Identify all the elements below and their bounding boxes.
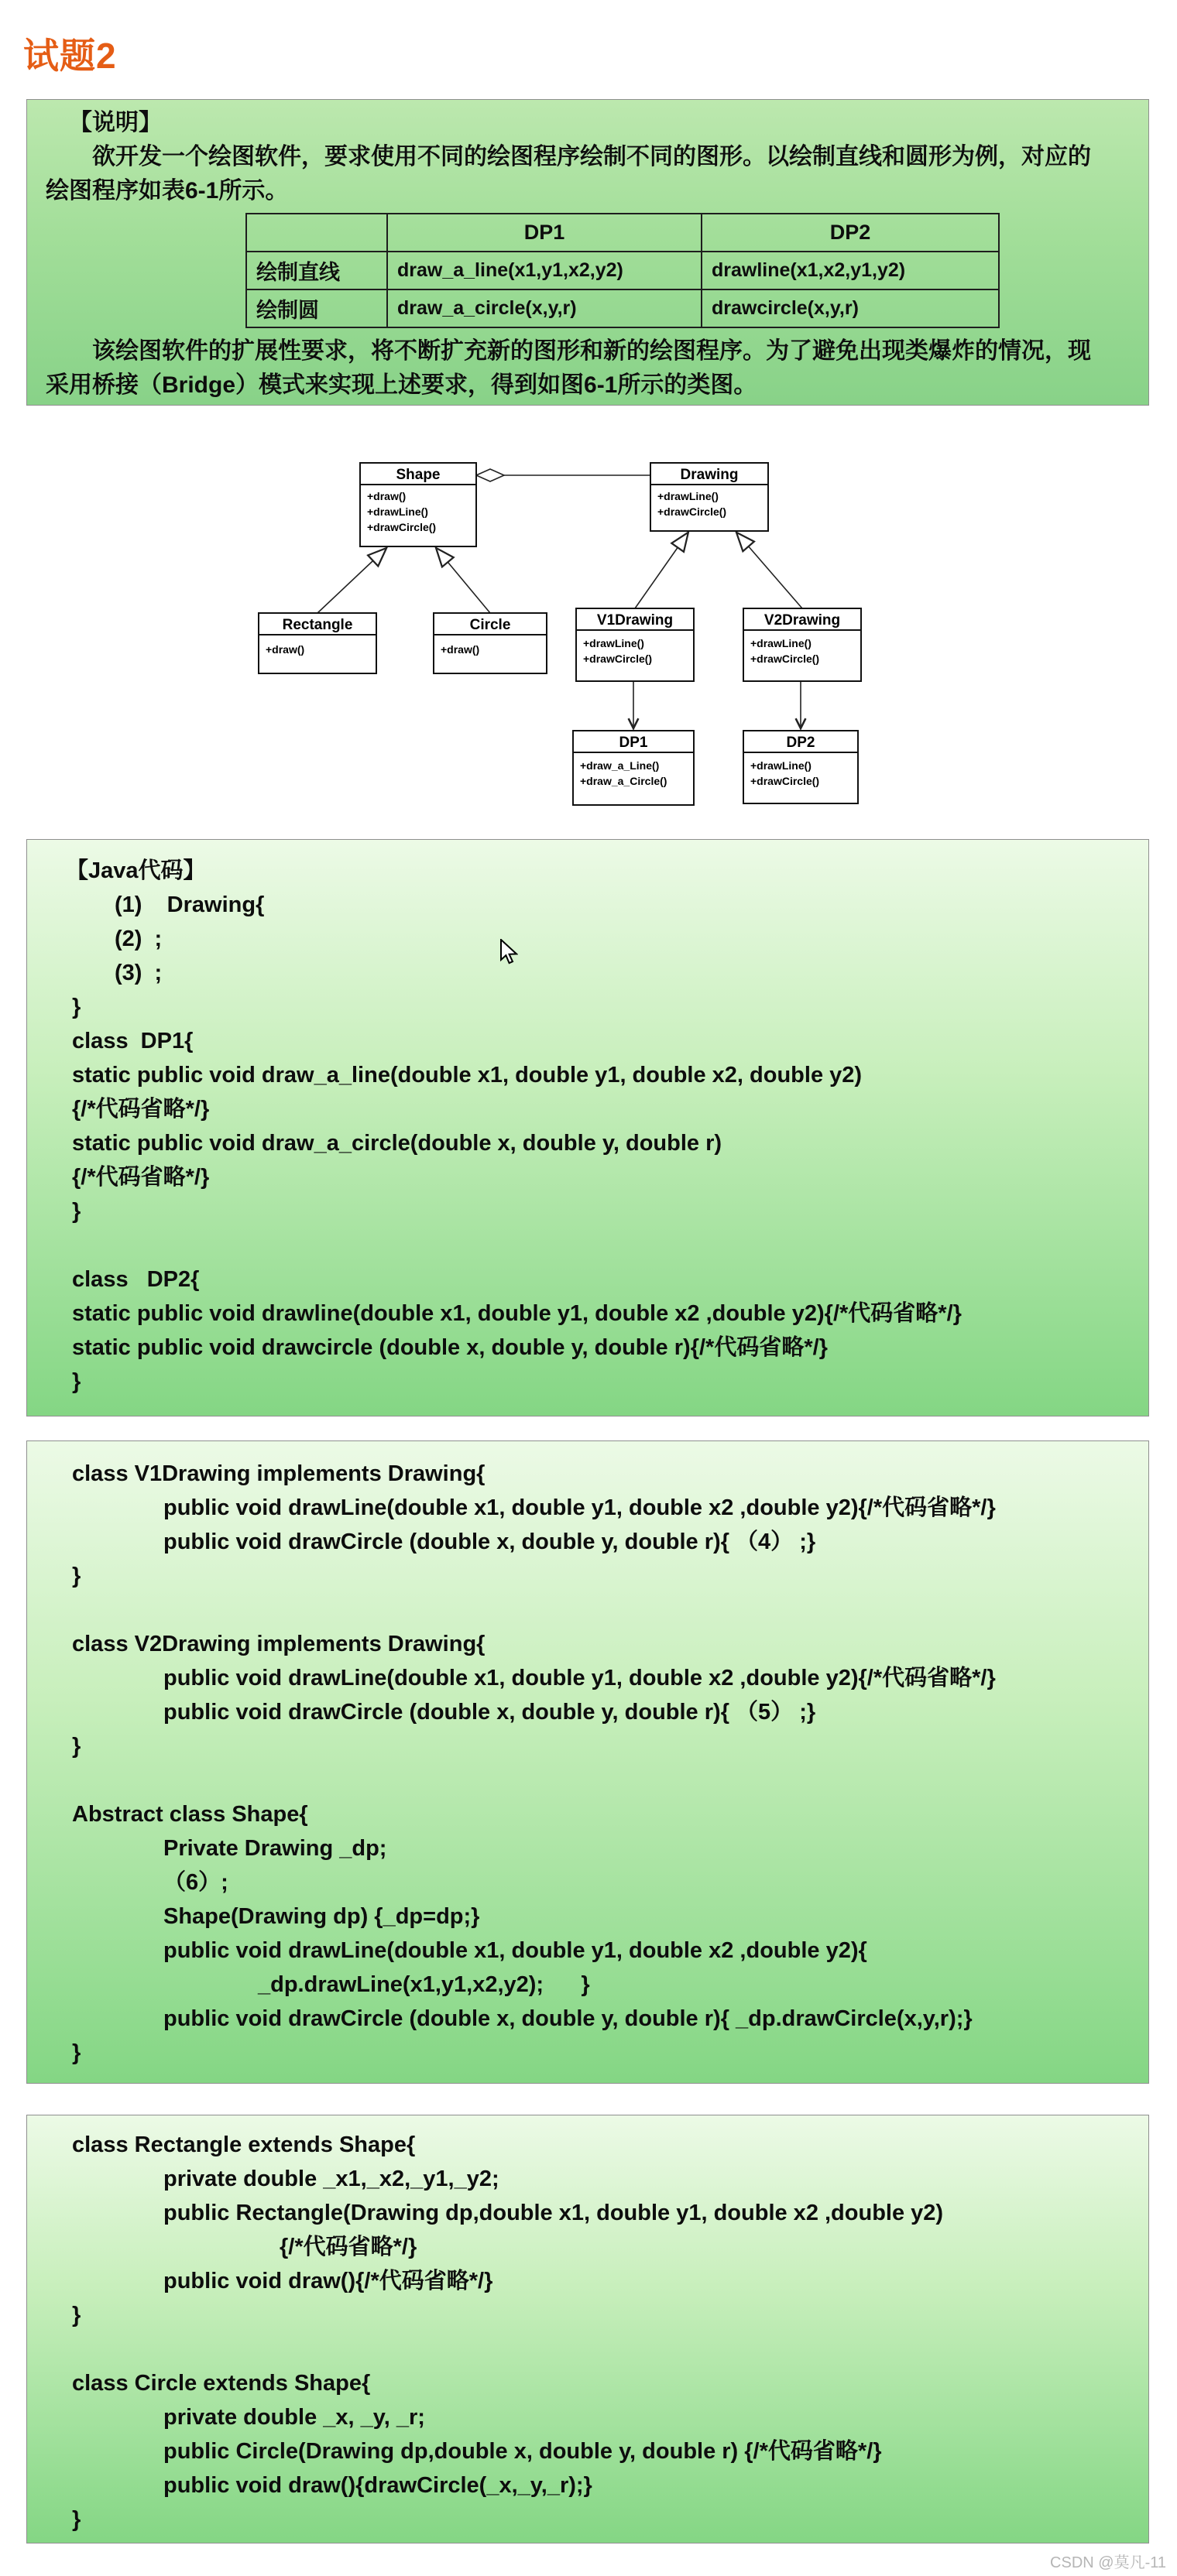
code-line: class Rectangle extends Shape{ — [72, 2132, 416, 2157]
table-label-cell: 绘制直线 — [246, 252, 387, 289]
class-name-label: Rectangle — [282, 617, 353, 633]
table-header-row — [246, 214, 999, 252]
code-line: class DP2{ — [72, 1267, 200, 1292]
code-lines — [72, 888, 1133, 1399]
code-line: public void draw(){/*代码省略*/} — [163, 2269, 493, 2293]
code-line: static public void drawcircle (double x, double y, double r){/*代码省略*/} — [72, 1335, 828, 1360]
code-line: public void drawLine(double x1, double y1, double x2 ,double y2){ — [163, 1938, 867, 1963]
class-method-label: +drawLine() — [750, 637, 812, 649]
uml-class-dp1 — [573, 731, 694, 805]
class-name-label: DP2 — [786, 735, 815, 751]
class-method-label: +draw() — [367, 490, 407, 502]
code-line — [72, 1763, 1133, 1797]
uml-class-shape — [360, 463, 476, 546]
code-line: } — [72, 2040, 81, 2065]
page-title: 试题2 — [23, 36, 117, 76]
paragraph-line: 采用桥接（Bridge）模式来实现上述要求，得到如图6-1所示的类图。 — [46, 372, 757, 398]
code-line: public Rectangle(Drawing dp,double x1, double y1, double x2 ,double y2) — [163, 2201, 944, 2225]
class-name-label: Shape — [396, 467, 441, 483]
uml-class-drawing — [650, 463, 768, 531]
code-line: static public void drawline(double x1, double y1, double x2 ,double y2){/*代码省略*/} — [72, 1301, 962, 1326]
code-line: public void drawLine(double x1, double y1, double x2 ,double y2){/*代码省略*/} — [163, 1495, 996, 1520]
code-line: class Circle extends Shape{ — [72, 2371, 371, 2396]
watermark: CSDN @莫凡-11 — [1050, 2554, 1166, 2571]
code-line: _dp.drawLine(x1,y1,x2,y2); } — [258, 1972, 590, 1997]
generalization-arrow-v1drawing-drawing — [635, 533, 688, 608]
mouse-cursor-icon — [499, 939, 518, 965]
code-line: public void draw(){drawCircle(_x,_y,_r);} — [163, 2473, 592, 2498]
code-line — [72, 2332, 1133, 2366]
class-method-label: +drawLine() — [657, 490, 719, 502]
class-method-label: +drawCircle() — [750, 775, 820, 787]
code-lines — [72, 2128, 1133, 2537]
class-method-label: +drawCircle() — [657, 505, 727, 518]
java-code-heading: 【Java代码】 — [66, 858, 206, 883]
code-line: Private Drawing _dp; — [163, 1836, 387, 1861]
class-method-label: +draw_a_Line() — [580, 759, 660, 772]
uml-class-v2drawing — [743, 608, 861, 681]
class-name-label: V2Drawing — [764, 612, 841, 629]
uml-class-dp2 — [743, 731, 858, 803]
paragraph-line: 绘图程序如表6-1所示。 — [46, 178, 289, 204]
code-line: {/*代码省略*/} — [72, 1097, 210, 1122]
shuoming-heading: 【说明】 — [69, 110, 162, 135]
code-line: class V2Drawing implements Drawing{ — [72, 1632, 486, 1656]
code-line: public Circle(Drawing dp,double x, double y, double r) {/*代码省略*/} — [163, 2439, 882, 2464]
code-panel-3 — [26, 2115, 1149, 2543]
code-line: } — [72, 1564, 81, 1588]
code-line — [72, 1228, 1133, 1262]
uml-class-circle — [434, 613, 547, 673]
class-method-label: +drawCircle() — [583, 653, 653, 665]
code-line: } — [72, 2507, 81, 2532]
code-line: （6）; — [163, 1870, 228, 1895]
paragraph-line: 欲开发一个绘图软件，要求使用不同的绘图程序绘制不同的图形。以绘制直线和圆形为例，对应的 — [92, 144, 1091, 170]
class-name-label: Circle — [469, 617, 511, 633]
table-header-dp2: DP2 — [702, 214, 999, 252]
table-label-cell: 绘制圆 — [246, 289, 387, 327]
class-method-label: +drawCircle() — [750, 653, 820, 665]
code-line: private double _x, _y, _r; — [163, 2405, 425, 2430]
class-name-label: DP1 — [619, 735, 648, 751]
code-lines — [72, 1457, 1133, 2070]
table-header-dp1: DP1 — [387, 214, 702, 252]
code-line: (2) ; — [115, 927, 163, 951]
code-line: } — [72, 1734, 81, 1759]
table-corner-cell — [246, 214, 387, 252]
code-line: (1) Drawing{ — [115, 892, 265, 917]
paragraph-line: 该绘图软件的扩展性要求，将不断扩充新的图形和新的绘图程序。为了避免出现类爆炸的情况，现 — [92, 338, 1091, 364]
code-line: private double _x1,_x2,_y1,_y2; — [163, 2167, 499, 2191]
code-line: (3) ; — [115, 961, 163, 985]
class-method-label: +draw_a_Circle() — [580, 775, 667, 787]
code-line: Shape(Drawing dp) {_dp=dp;} — [163, 1904, 480, 1929]
uml-class-diagram — [232, 402, 898, 836]
aggregation-link-shape-drawing — [476, 469, 650, 481]
aggregation-diamond-icon — [476, 469, 504, 481]
code-line: } — [72, 2303, 81, 2328]
code-line: {/*代码省略*/} — [72, 1165, 210, 1190]
code-panel-2 — [26, 1440, 1149, 2084]
code-line: public void drawLine(double x1, double y1, double x2 ,double y2){/*代码省略*/} — [163, 1666, 996, 1690]
code-line: {/*代码省略*/} — [280, 2235, 417, 2259]
java-code-panel — [26, 839, 1149, 1416]
code-line: } — [72, 1199, 81, 1224]
class-method-label: +drawCircle() — [367, 521, 437, 533]
class-name-label: V1Drawing — [596, 612, 674, 629]
class-method-label: +draw() — [266, 643, 305, 656]
class-method-label: +drawLine() — [583, 637, 644, 649]
generalization-arrow-circle-shape — [437, 549, 490, 613]
code-line: Abstract class Shape{ — [72, 1802, 308, 1827]
table-code-cell: draw_a_line(x1,y1,x2,y2) — [387, 252, 702, 289]
code-line: } — [72, 995, 81, 1019]
code-line: static public void draw_a_circle(double x, double y, double r) — [72, 1131, 722, 1156]
generalization-arrow-rectangle-shape — [317, 549, 386, 613]
code-line: class DP1{ — [72, 1029, 194, 1053]
uml-class-rectangle — [259, 613, 376, 673]
class-name-label: Drawing — [680, 467, 739, 483]
code-line: public void drawCircle (double x, double y, double r){ （5） ;} — [163, 1700, 816, 1725]
table-row — [246, 252, 999, 289]
uml-class-v1drawing — [576, 608, 694, 681]
table-row — [246, 289, 999, 327]
code-line: static public void draw_a_line(double x1, double y1, double x2, double y2) — [72, 1063, 863, 1088]
generalization-arrow-v2drawing-drawing — [737, 533, 802, 608]
code-line: public void drawCircle (double x, double y, double r){ _dp.drawCircle(x,y,r);} — [163, 2006, 973, 2031]
table-code-cell: drawline(x1,x2,y1,y2) — [702, 252, 999, 289]
class-method-label: +drawLine() — [750, 759, 812, 772]
code-line — [72, 1593, 1133, 1627]
program-table — [245, 213, 1000, 328]
table-code-cell: drawcircle(x,y,r) — [702, 289, 999, 327]
shuoming-panel — [26, 99, 1149, 406]
code-line: class V1Drawing implements Drawing{ — [72, 1461, 486, 1486]
class-method-label: +draw() — [441, 643, 480, 656]
code-line: } — [72, 1369, 81, 1394]
code-line: public void drawCircle (double x, double y, double r){ （4） ;} — [163, 1530, 816, 1554]
class-method-label: +drawLine() — [367, 505, 428, 518]
table-code-cell: draw_a_circle(x,y,r) — [387, 289, 702, 327]
